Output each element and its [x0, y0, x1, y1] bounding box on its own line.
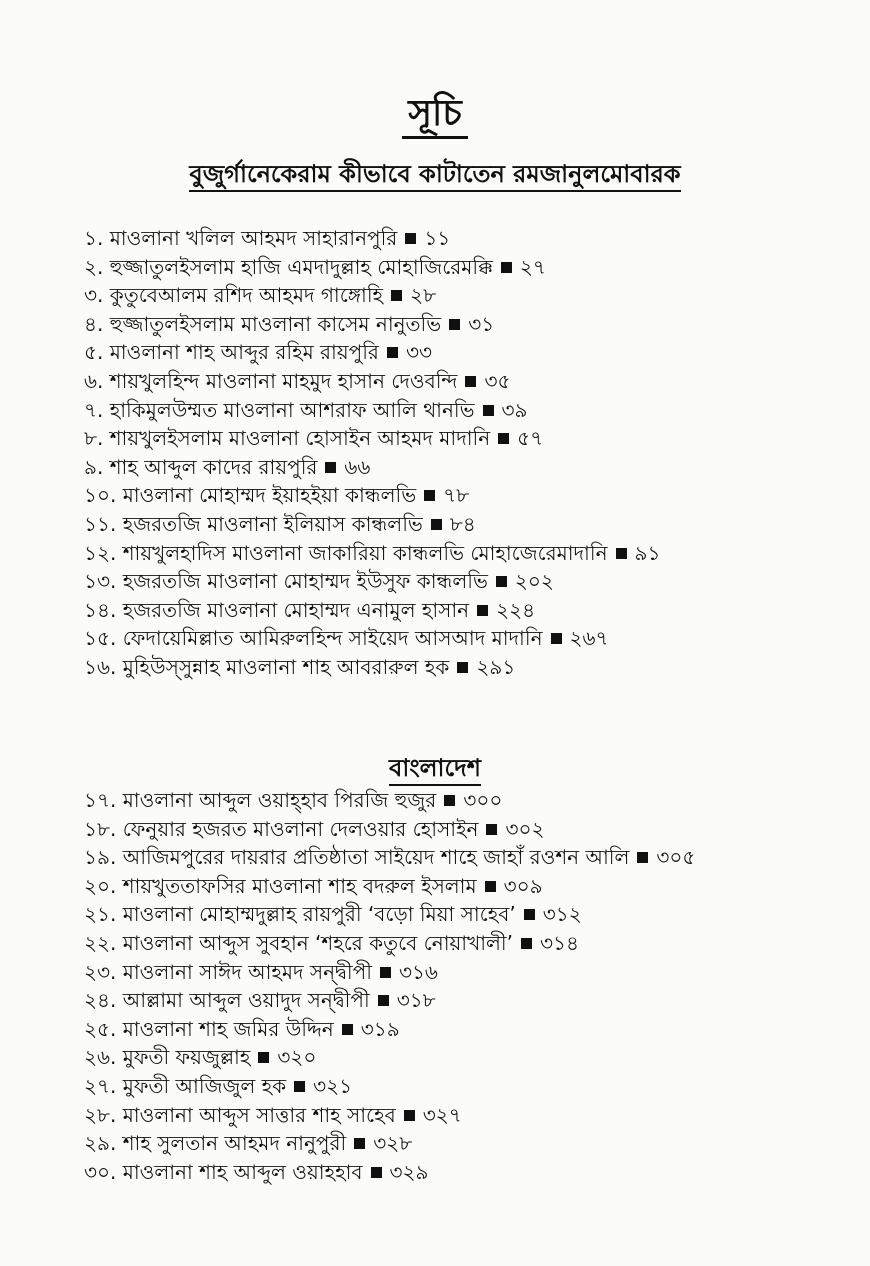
square-bullet-icon [354, 1138, 365, 1149]
toc-entry-title: মাওলানা শাহ আব্দুর রহিম রায়পুরি [109, 340, 379, 365]
toc-entry-number: ২. [84, 254, 104, 279]
square-bullet-icon [498, 433, 509, 444]
toc-entry-title: মাওলানা মোহাম্মদুল্লাহ রায়পুরী ‘বড়ো মিয়া সাহেব’ [122, 902, 516, 927]
square-bullet-icon [465, 376, 476, 387]
toc-entry-page-number: ৩০২ [505, 816, 545, 841]
square-bullet-icon [485, 881, 496, 892]
toc-entry-title: ফেনুয়ার হজরত মাওলানা দেলওয়ার হোসাইন [122, 816, 479, 841]
toc-entry-number: ২৮. [84, 1102, 117, 1127]
toc-entry [84, 596, 660, 625]
toc-entry [84, 253, 660, 282]
toc-entry-page-number: ৩১ [468, 311, 495, 336]
section-heading-2-text: বাংলাদেশ [389, 754, 481, 786]
toc-entry-title: শায়খুলইসলাম মাওলানা হোসাইন আহমদ মাদানি [109, 426, 491, 451]
toc-entry-number: ২৭. [84, 1073, 117, 1098]
toc-entry [84, 1043, 695, 1072]
square-bullet-icon [551, 633, 562, 644]
toc-entry-page-number: ৩১২ [542, 902, 582, 927]
square-bullet-icon [477, 605, 488, 616]
toc-entry [84, 338, 660, 367]
square-bullet-icon [637, 852, 648, 863]
toc-entry-page-number: ৩১৪ [540, 930, 579, 955]
toc-entry-number: ৪. [84, 311, 104, 336]
toc-entry [84, 929, 695, 958]
toc-entry-number: ২১. [84, 902, 117, 927]
toc-entry [84, 624, 660, 653]
square-bullet-icon [496, 576, 507, 587]
toc-entry-title: শায়খুলহাদিস মাওলানা জাকারিয়া কান্ধলভি মোহাজেরেমাদানি [122, 540, 608, 565]
toc-entry [84, 510, 660, 539]
toc-entry [84, 396, 660, 425]
toc-list-1 [84, 224, 660, 682]
section-heading-2 [0, 750, 870, 790]
toc-entry-title: মাওলানা আব্দুস সুবহান ‘শহরে কতুবে নোয়াখালী’ [122, 930, 514, 955]
square-bullet-icon [342, 1024, 353, 1035]
toc-entry-number: ২৩. [84, 959, 117, 984]
toc-entry-number: ১৮. [84, 816, 117, 841]
square-bullet-icon [521, 938, 532, 949]
toc-entry-page-number: ৩১৮ [396, 988, 436, 1013]
toc-entry-title: হজরতজি মাওলানা ইলিয়াস কান্ধলভি [122, 511, 423, 536]
toc-entry [84, 872, 695, 901]
toc-entry [84, 424, 660, 453]
toc-entry [84, 224, 660, 253]
toc-entry-number: ১৯. [84, 845, 117, 870]
toc-entry-page-number: ৩২৮ [373, 1131, 413, 1156]
toc-entry-page-number: ৩০৫ [656, 845, 696, 870]
toc-entry-number: ১৬. [84, 654, 117, 679]
toc-entry-title: কুতুবেআলম রশিদ আহমদ গাঙ্গোহি [109, 283, 384, 308]
toc-entry-title: মাওলানা শাহ জমির উদ্দিন [122, 1016, 334, 1041]
toc-entry-page-number: ৩৩ [405, 340, 432, 365]
toc-entry-title: হুজ্জাতুলইসলাম হাজি এমদাদুল্লাহ মোহাজিরেমক্কি [109, 254, 493, 279]
toc-entry-page-number: ৫৭ [517, 426, 544, 451]
toc-entry [84, 815, 695, 844]
toc-entry-title: ফেদায়েমিল্লাত আমিরুলহিন্দ সাইয়েদ আসআদ মাদানি [122, 626, 543, 651]
toc-entry-number: ২০. [84, 873, 117, 898]
toc-entry-number: ১৫. [84, 626, 117, 651]
toc-entry-number: ৭. [84, 397, 104, 422]
toc-entry-title: আজিমপুরের দায়রার প্রতিষ্ঠাতা সাইয়েদ শাহে জাহাঁ রওশন আলি [122, 845, 630, 870]
page-title-text: সূচি [402, 93, 468, 139]
toc-entry [84, 786, 695, 815]
toc-entry-page-number: ৩২৭ [422, 1102, 462, 1127]
toc-entry [84, 1015, 695, 1044]
toc-entry-number: ২৪. [84, 988, 117, 1013]
square-bullet-icon [405, 233, 416, 244]
toc-entry [84, 986, 695, 1015]
toc-entry-page-number: ২৬৭ [569, 626, 609, 651]
page-title [0, 86, 870, 146]
toc-entry-page-number: ৩৫ [484, 368, 511, 393]
section-heading-1 [0, 156, 870, 196]
square-bullet-icon [391, 290, 402, 301]
toc-entry-number: ৩০. [84, 1159, 117, 1184]
toc-entry-number: ৬. [84, 368, 104, 393]
toc-entry-page-number: ৭৮ [443, 483, 470, 508]
toc-entry-page-number: ৩৯ [501, 397, 528, 422]
toc-entry-page-number: ৩২১ [313, 1073, 353, 1098]
toc-entry-page-number: ২২৪ [496, 597, 536, 622]
square-bullet-icon [524, 909, 535, 920]
square-bullet-icon [371, 1167, 382, 1178]
toc-entry-title: হাকিমুলউম্মত মাওলানা আশরাফ আলি থানভি [109, 397, 475, 422]
toc-entry-title: মুফতী আজিজুল হক [122, 1073, 287, 1098]
toc-entry [84, 453, 660, 482]
toc-entry [84, 843, 695, 872]
toc-entry-title: আল্লামা আব্দুল ওয়াদুদ সন্দ্বীপী [122, 988, 370, 1013]
square-bullet-icon [387, 347, 398, 358]
square-bullet-icon [378, 995, 389, 1006]
toc-entry [84, 1129, 695, 1158]
toc-entry-title: মাওলানা শাহ আব্দুল ওয়াহহাব [122, 1159, 363, 1184]
square-bullet-icon [258, 1052, 269, 1063]
toc-entry-page-number: ২৮ [410, 283, 437, 308]
toc-entry [84, 653, 660, 682]
toc-entry-title: মাওলানা সাঈদ আহমদ সন্দ্বীপী [122, 959, 372, 984]
toc-entry [84, 958, 695, 987]
toc-entry [84, 1158, 695, 1187]
toc-entry-page-number: ৮৪ [449, 511, 476, 536]
toc-entry-number: ৩. [84, 283, 104, 308]
toc-entry-title: মাওলানা মোহাম্মদ ইয়াহইয়া কান্ধলভি [122, 483, 417, 508]
toc-entry-page-number: ৩০০ [463, 788, 503, 812]
toc-entry-number: ১৭. [84, 788, 117, 812]
toc-entry-title: হজরতজি মাওলানা মোহাম্মদ ইউসুফ কান্ধলভি [122, 569, 488, 594]
toc-entry [84, 567, 660, 596]
toc-entry-number: ৯. [84, 454, 104, 479]
toc-entry-page-number: ২৭ [519, 254, 546, 279]
toc-entry [84, 310, 660, 339]
toc-entry-number: ২৫. [84, 1016, 117, 1041]
toc-entry-number: ২২. [84, 930, 117, 955]
toc-entry-title: শায়খুততাফসির মাওলানা শাহ বদরুল ইসলাম [122, 873, 477, 898]
section-heading-1-text: বুজুর্গানেকেরাম কীভাবে কাটাতেন রমজানুলমোবারক [189, 160, 680, 192]
toc-entry [84, 539, 660, 568]
toc-entry-page-number: ১১ [424, 226, 451, 250]
toc-entry-number: ৫. [84, 340, 104, 365]
toc-entry-page-number: ৬৬ [344, 454, 371, 479]
toc-entry [84, 900, 695, 929]
toc-entry-title: মুহিউস্সুন্নাহ মাওলানা শাহ আবরারুল হক [122, 654, 450, 679]
square-bullet-icon [325, 462, 336, 473]
toc-entry-page-number: ৯১ [634, 540, 661, 565]
toc-entry-number: ২৬. [84, 1045, 117, 1070]
toc-entry-page-number: ৩২০ [277, 1045, 317, 1070]
square-bullet-icon [431, 519, 442, 530]
toc-entry-number: ১১. [84, 511, 117, 536]
square-bullet-icon [616, 548, 627, 559]
toc-entry-number: ১০. [84, 483, 117, 508]
toc-entry-page-number: ৩১৯ [360, 1016, 400, 1041]
toc-entry-title: মাওলানা আব্দুস সাত্তার শাহ সাহেব [122, 1102, 396, 1127]
square-bullet-icon [444, 795, 455, 806]
toc-entry-page-number: ২৯১ [476, 654, 516, 679]
toc-entry-page-number: ২০২ [514, 569, 554, 594]
toc-entry-title: হজরতজি মাওলানা মোহাম্মদ এনামুল হাসান [122, 597, 470, 622]
toc-entry-page-number: ৩২৯ [389, 1159, 429, 1184]
toc-entry-title: মুফতী ফয়জুল্লাহ [122, 1045, 251, 1070]
toc-entry-number: ৮. [84, 426, 104, 451]
toc-entry-page-number: ৩১৬ [398, 959, 438, 984]
square-bullet-icon [457, 662, 468, 673]
square-bullet-icon [294, 1081, 305, 1092]
square-bullet-icon [449, 319, 460, 330]
square-bullet-icon [486, 824, 497, 835]
square-bullet-icon [404, 1110, 415, 1121]
toc-entry-number: ২৯. [84, 1131, 117, 1156]
toc-entry-title: মাওলানা খলিল আহমদ সাহারানপুরি [109, 226, 398, 250]
square-bullet-icon [424, 490, 435, 501]
toc-list-2 [84, 786, 695, 1186]
toc-entry-title: মাওলানা আব্দুল ওয়াহ্হাব পিরজি হুজুর [122, 788, 437, 812]
toc-entry-title: হুজ্জাতুলইসলাম মাওলানা কাসেম নানুতভি [109, 311, 442, 336]
toc-entry-number: ১৪. [84, 597, 117, 622]
toc-entry-title: শায়খুলহিন্দ মাওলানা মাহমুদ হাসান দেওবন্দি [109, 368, 458, 393]
toc-entry [84, 481, 660, 510]
toc-entry-number: ১৩. [84, 569, 117, 594]
toc-entry-title: শাহ আব্দুল কাদের রায়পুরি [109, 454, 318, 479]
toc-entry-title: শাহ সুলতান আহমদ নানুপুরী [122, 1131, 347, 1156]
toc-entry [84, 1072, 695, 1101]
square-bullet-icon [483, 405, 494, 416]
square-bullet-icon [501, 262, 512, 273]
toc-entry [84, 281, 660, 310]
square-bullet-icon [380, 967, 391, 978]
toc-entry-number: ১২. [84, 540, 117, 565]
toc-entry-page-number: ৩০৯ [503, 873, 543, 898]
toc-entry [84, 1101, 695, 1130]
toc-entry [84, 367, 660, 396]
toc-entry-number: ১. [84, 226, 104, 250]
